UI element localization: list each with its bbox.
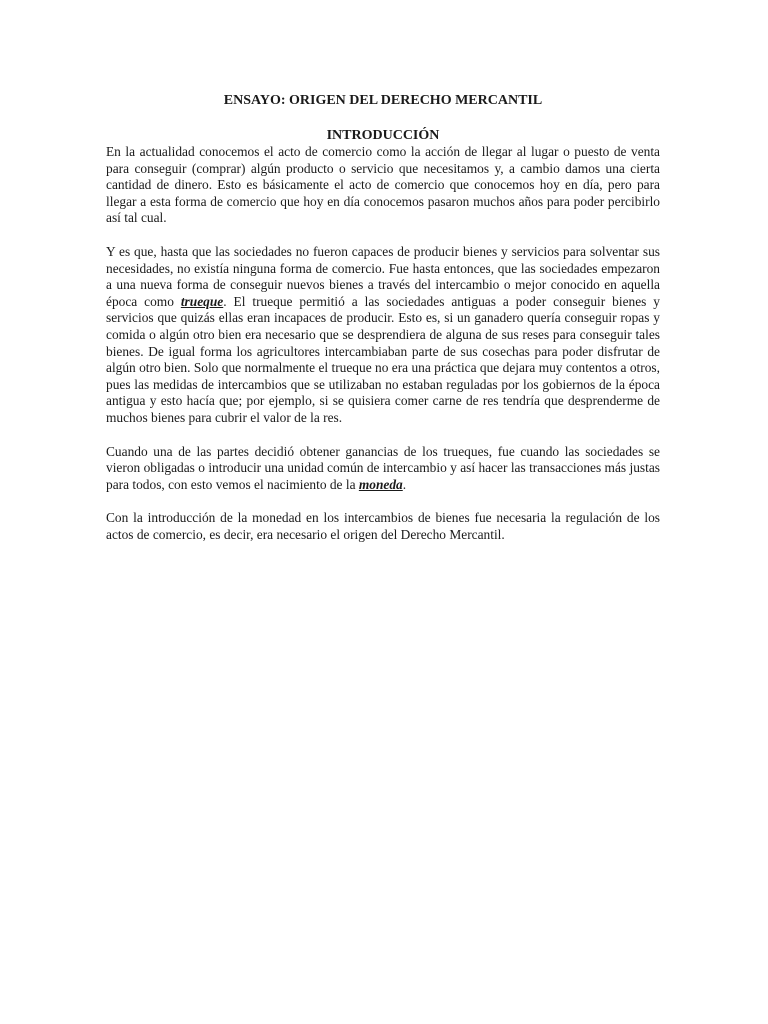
term-trueque: trueque bbox=[180, 293, 224, 309]
paragraph-3 bbox=[106, 444, 660, 494]
document-title: ENSAYO: ORIGEN DEL DERECHO MERCANTIL bbox=[223, 93, 543, 108]
paragraph-3-text-a: Cuando una de las partes decidió obtener ganancias de los trueques, fue cuando las sociedades se vieron obligadas o introducir una unidad común de intercambio y así hacer las transacciones más justas para todos, con esto vemos el nacimiento de la bbox=[106, 443, 660, 492]
paragraph-3-text-b: . bbox=[402, 476, 407, 492]
paragraph-2 bbox=[106, 244, 660, 427]
paragraph-1: En la actualidad conocemos el acto de comercio como la acción de llegar al lugar o puesto de venta para conseguir (comprar) algún producto o servicio que necesitamos y, a cambio damos una cierta cantidad de dinero. Esto es básicamente el acto de comercio que conocemos hoy en día, pero para llegar a esta forma de comercio que hoy en día conocemos pasaron muchos años para poder percibirlo así tal cual. bbox=[106, 144, 660, 226]
paragraph-2-text-b: . El trueque permitió a las sociedades antiguas a poder conseguir bienes y servicios que quizás ellas eran incapaces de producir. Esto es, si un ganadero quería conseguir ropas y comida o algún otro bien era necesario que se desprendiera de alguna de sus reses para conseguir tales bienes. De igual forma los agricultores intercambiaban parte de sus cosechas para poder disfrutar de algún otro bien. Solo que normalmente el trueque no era una práctica que dejara muy contentos a otros, pues las medidas de intercambios que se utilizaban no estaban reguladas por los gobiernos de la época antigua y esto hacía que; por ejemplo, si se quisiera comer carne de res tendría que desprenderme de muchos bienes para cubrir el valor de la res. bbox=[106, 293, 660, 425]
document-page bbox=[106, 92, 660, 560]
term-moneda: moneda bbox=[358, 476, 403, 492]
paragraph-4: Con la introducción de la monedad en los intercambios de bienes fue necesaria la regulación de los actos de comercio, es decir, era necesario el origen del Derecho Mercantil. bbox=[106, 510, 660, 542]
section-heading: INTRODUCCIÓN bbox=[326, 128, 440, 143]
paragraph-2-text-a: Y es que, hasta que las sociedades no fueron capaces de producir bienes y servicios para solventar sus necesidades, no existía ninguna forma de comercio. Fue hasta entonces, que las sociedades empezaron a una nueva forma de conseguir nuevos bienes a través del intercambio o mejor conocido en aquella época como bbox=[106, 243, 660, 309]
